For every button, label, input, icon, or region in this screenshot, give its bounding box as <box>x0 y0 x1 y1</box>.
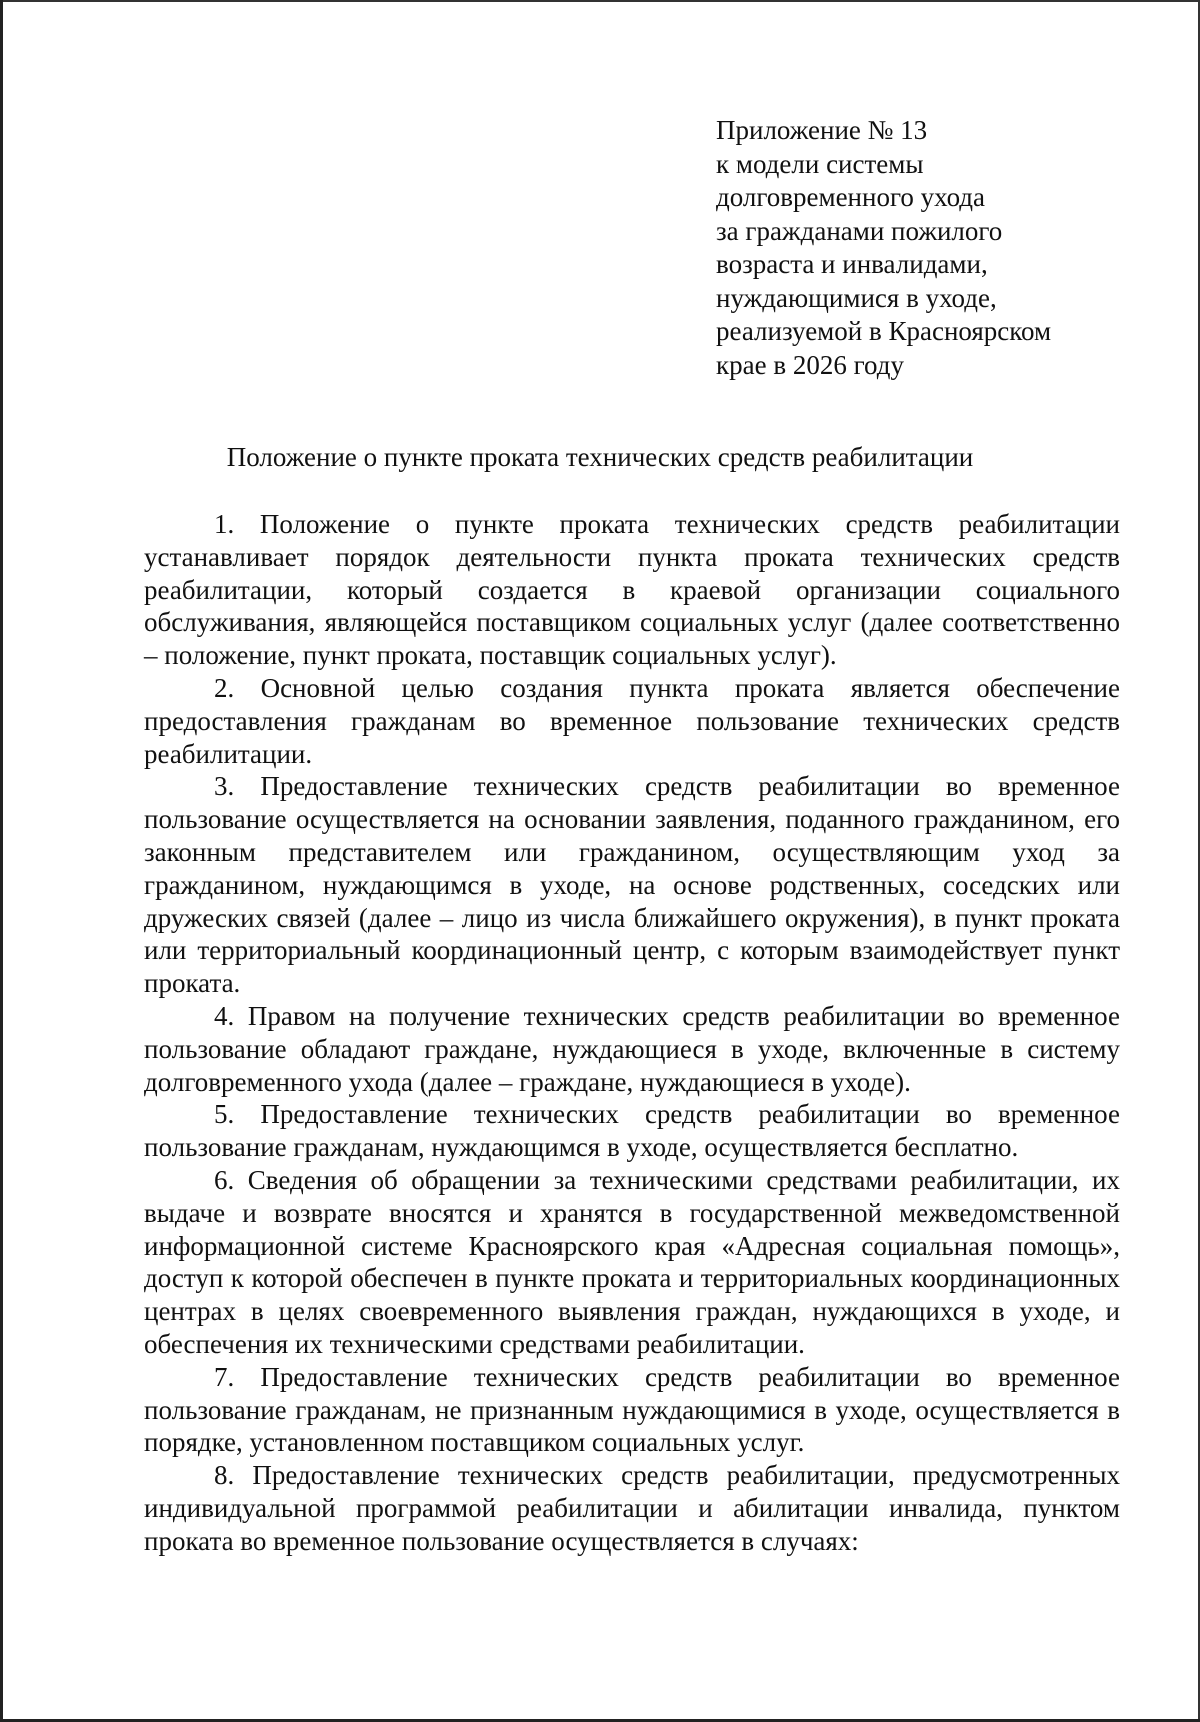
appendix-line: нуждающимися в уходе, <box>716 282 997 313</box>
appendix-line: возраста и инвалидами, <box>716 249 988 279</box>
paragraph-7: 7. Предоставление технических средств реабилитации во временное пользование гражданам, не признанным нуждающимися в уходе, осуществляется в порядке, установленном поставщиком социальных услуг. <box>144 1361 1120 1458</box>
appendix-line: Приложение № 13 <box>716 115 928 145</box>
appendix-header <box>716 114 1156 382</box>
paragraph-8: 8. Предоставление технических средств реабилитации, предусмотренных индивидуальной программой реабилитации и абилитации инвалида, пунктом проката во временное пользование осуществляется в случаях: <box>144 1460 1120 1556</box>
paragraph-2: 2. Основной целью создания пункта проката является обеспечение предоставления гражданам во временное пользование технических средств реабилитации. <box>144 672 1120 769</box>
paragraph-3: 3. Предоставление технических средств реабилитации во временное пользование осуществляется на основании заявления, поданного гражданином, его законным представителем или гражданином, осуществляющим уход за гражданином, нуждающимся в уходе, на основе родственных, соседских или дружеских связей (далее – лицо из числа ближайшего окружения), в пункт проката или территориальный координационный центр, с которым взаимодействует пункт проката. <box>144 771 1120 999</box>
appendix-line: реализуемой в Красноярском <box>716 316 1052 346</box>
scan-edge-left <box>0 0 3 1722</box>
appendix-line: за гражданами пожилого <box>716 215 1003 246</box>
appendix-line: к модели системы <box>716 148 924 179</box>
scan-edge-top <box>0 0 1200 2</box>
paragraph-5: 5. Предоставление технических средств реабилитации во временное пользование гражданам, нуждающимся в уходе, осуществляется бесплатно. <box>144 1099 1120 1163</box>
document-title: Положение о пункте проката технических средств реабилитации <box>226 442 974 472</box>
appendix-line: крае в 2026 году <box>716 349 904 380</box>
paragraph-1: 1. Положение о пункте проката технических средств реабилитации устанавливает порядок деятельности пункта проката технических средств реабилитации, который создается в краевой организации социального обслуживания, являющейся поставщиком социальных услуг (далее соответственно – положение, пункт проката, поставщик социальных услуг). <box>144 509 1120 671</box>
appendix-line: долговременного ухода <box>716 182 986 212</box>
document-body <box>144 508 1120 1558</box>
paragraph-6: 6. Сведения об обращении за техническими средствами реабилитации, их выдаче и возврате вносятся и хранятся в государственной межведомственной информационной системе Красноярского края «Адресная социальная помощь», доступ к которой обеспечен в пункте проката и территориальных координационных центрах в целях своевременного выявления граждан, нуждающихся в уходе, и обеспечения их техническими средствами реабилитации. <box>144 1164 1120 1359</box>
paragraph-4: 4. Правом на получение технических средств реабилитации во временное пользование обладают граждане, нуждающиеся в уходе, включенные в систему долговременного ухода (далее – граждане, нуждающиеся в уходе). <box>144 1000 1120 1097</box>
